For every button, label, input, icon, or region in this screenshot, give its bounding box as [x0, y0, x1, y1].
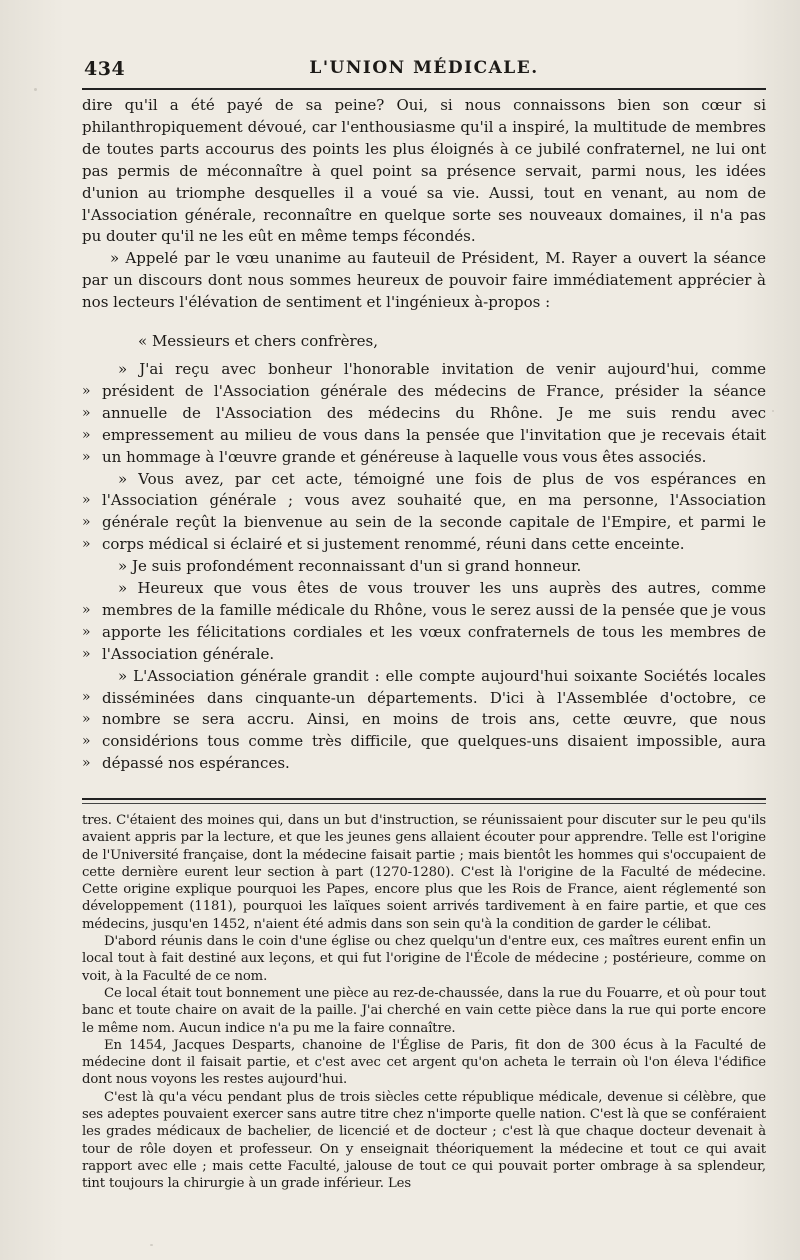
continuation-mark: »	[82, 382, 91, 399]
continuation-mark: »	[82, 645, 91, 662]
blank-mark	[82, 468, 100, 490]
blank-mark	[82, 578, 100, 600]
paper-speck	[150, 1244, 153, 1246]
speech-paragraph: » Je suis profondément reconnaissant d'un si grand honneur.	[118, 557, 582, 576]
blank-mark	[82, 556, 100, 578]
page-number: 434	[84, 58, 126, 80]
header-rule	[82, 88, 766, 90]
continuation-mark: »	[82, 448, 91, 465]
paragraph: dire qu'il a été payé de sa peine? Oui, si nous connaissons bien son cœur si philanthropiquement dévoué, car l'enthousiasme qu'il a inspiré, la multitude de membres de toutes parts accourus des points les plus éloignés à ce jubilé confraternel, ne lui ont pas permis de méconnaître à quel point sa présence servait, parmi nous, les idées d'union au triomphe desquelles il a voué sa vie. Aussi, tout en venant, au nom de l'Association générale, reconnaître en quelque sorte ses nouveaux domaines, il n'a pas pu douter qu'il ne les eût en même temps fécondés.	[82, 96, 766, 246]
speech-paragraph: » J'ai reçu avec bonheur l'honorable invitation de venir aujourd'hui, comme président de l'Association générale des médecins de France, présider la séance annuelle de l'Association des médecins du Rhône. Je me suis rendu avec empressement au milieu de vous dans la pensée que l'invitation que je recevais était un hommage à l'œuvre grande et généreuse à laquelle vous vous êtes associés.	[102, 359, 766, 466]
blank-mark	[82, 665, 100, 687]
continuation-mark: »	[82, 536, 91, 553]
feuilleton-text	[82, 812, 766, 1193]
footnote-paragraph: tres. C'étaient des moines qui, dans un but d'instruction, se réunissaient pour discuter sur le peu qu'ils avaient appris par la lecture, et que les jeunes gens allaient écouter pour apprendre. Telle est l'origine de l'Université française, dont la médecine faisait partie ; mais bientôt les hommes qui s'occupaient de cette dernière eurent leur section à part (1270-1280). C'est là l'origine de la Faculté de médecine. Cette origine explique pourquoi les Papes, encore plus que les Rois de France, aient réglementé son développement (1181), pourquoi les laïques soient arrivés tardivement à en faire partie, et que ces médecins, jusqu'en 1452, n'aient été admis dans son sein qu'à la condition de garder le célibat.	[82, 813, 766, 932]
speech-paragraph: » Heureux que vous êtes de vous trouver les uns auprès des autres, comme membres de la famille médicale du Rhône, vous le serez aussi de la pensée que je vous apporte les félicitations cordiales et les vœux confraternels de tous les membres de l'Association générale.	[102, 579, 766, 663]
footnote-paragraph: C'est là qu'a vécu pendant plus de trois siècles cette république médicale, devenue si célèbre, que ses adeptes pouvaient exercer sans autre titre chez n'importe quelle nation. C'est là que se conféraient les grades médicaux de bachelier, de licencié et de docteur ; c'est là que chaque docteur devenait à tour de rôle doyen et professeur. On y enseignait théoriquement la médecine et tout ce qui avait rapport avec elle ; mais cette Faculté, jalouse de tout ce qui pouvait porter ombrage à sa splendeur, tint toujours la chirurgie à un grade inférieur. Les	[82, 1089, 766, 1192]
continuation-mark: »	[82, 623, 91, 640]
footnote-paragraph: D'abord réunis dans le coin d'une église ou chez quelqu'un d'entre eux, ces maîtres eurent enfin un local tout à fait destiné aux leçons, et qui fut l'origine de l'École de médecine ; postérieure, comme on voit, à la Faculté de ce nom.	[82, 934, 766, 984]
continuation-mark: »	[82, 755, 91, 771]
speech-block	[82, 359, 766, 775]
quotation-continuation-marks	[82, 359, 100, 775]
continuation-mark: »	[82, 426, 91, 443]
paper-speck	[772, 410, 774, 412]
continuation-mark: »	[82, 689, 91, 706]
blank-mark	[82, 359, 100, 381]
journal-title: L'UNION MÉDICALE.	[309, 58, 539, 78]
continuation-mark: »	[82, 514, 91, 531]
speech-paragraph: » L'Association générale grandit : elle compte aujourd'hui soixante Sociétés locales disséminées dans cinquante-un départements. D'ici à l'Assemblée d'octobre, ce nombre se sera accru. Ainsi, en moins de trois ans, cette œuvre, que nous considérions tous comme très difficile, que quelques-uns disaient impossible, aura dépassé nos espérances.	[102, 666, 766, 773]
running-header	[84, 56, 764, 86]
continuation-mark: »	[82, 492, 91, 509]
continuation-mark: »	[82, 733, 91, 750]
continuation-mark: »	[82, 601, 91, 618]
main-text	[82, 95, 766, 775]
continuation-mark: »	[82, 404, 91, 421]
speech-paragraph: » Vous avez, par cet acte, témoigné une fois de plus de vos espérances en l'Association générale ; vous avez souhaité que, en ma personne, l'Association générale reçût la bienvenue au sein de la seconde capitale de l'Empire, et parmi le corps médical si éclairé et si justement renommé, réuni dans cette enceinte.	[102, 469, 766, 554]
footnote-paragraph: En 1454, Jacques Desparts, chanoine de l'Église de Paris, fit don de 300 écus à la Faculté de médecine dont il faisait partie, et c'est avec cet argent qu'on acheta le terrain où l'on éleva l'édifice dont nous voyons les restes aujourd'hui.	[82, 1037, 766, 1088]
footnote-paragraph: Ce local était tout bonnement une pièce au rez-de-chaussée, dans la rue du Fouarre, et où pour tout banc et toute chaire on avait de la paille. J'ai cherché en vain cette pièce dans la rue qui porte encore le même nom. Aucun indice n'a pu me la faire connaître.	[82, 985, 766, 1036]
continuation-mark: »	[82, 711, 91, 728]
speech-salutation: « Messieurs et chers confrères,	[138, 332, 378, 351]
paragraph: » Appelé par le vœu unanime au fauteuil de Président, M. Rayer a ouvert la séance par un discours dont nous sommes heureux de pouvoir faire immédiatement apprécier à nos lecteurs l'élévation de sentiment et l'ingénieux à-propos :	[82, 249, 766, 312]
paper-speck	[34, 88, 37, 91]
footnote-divider	[82, 798, 766, 806]
